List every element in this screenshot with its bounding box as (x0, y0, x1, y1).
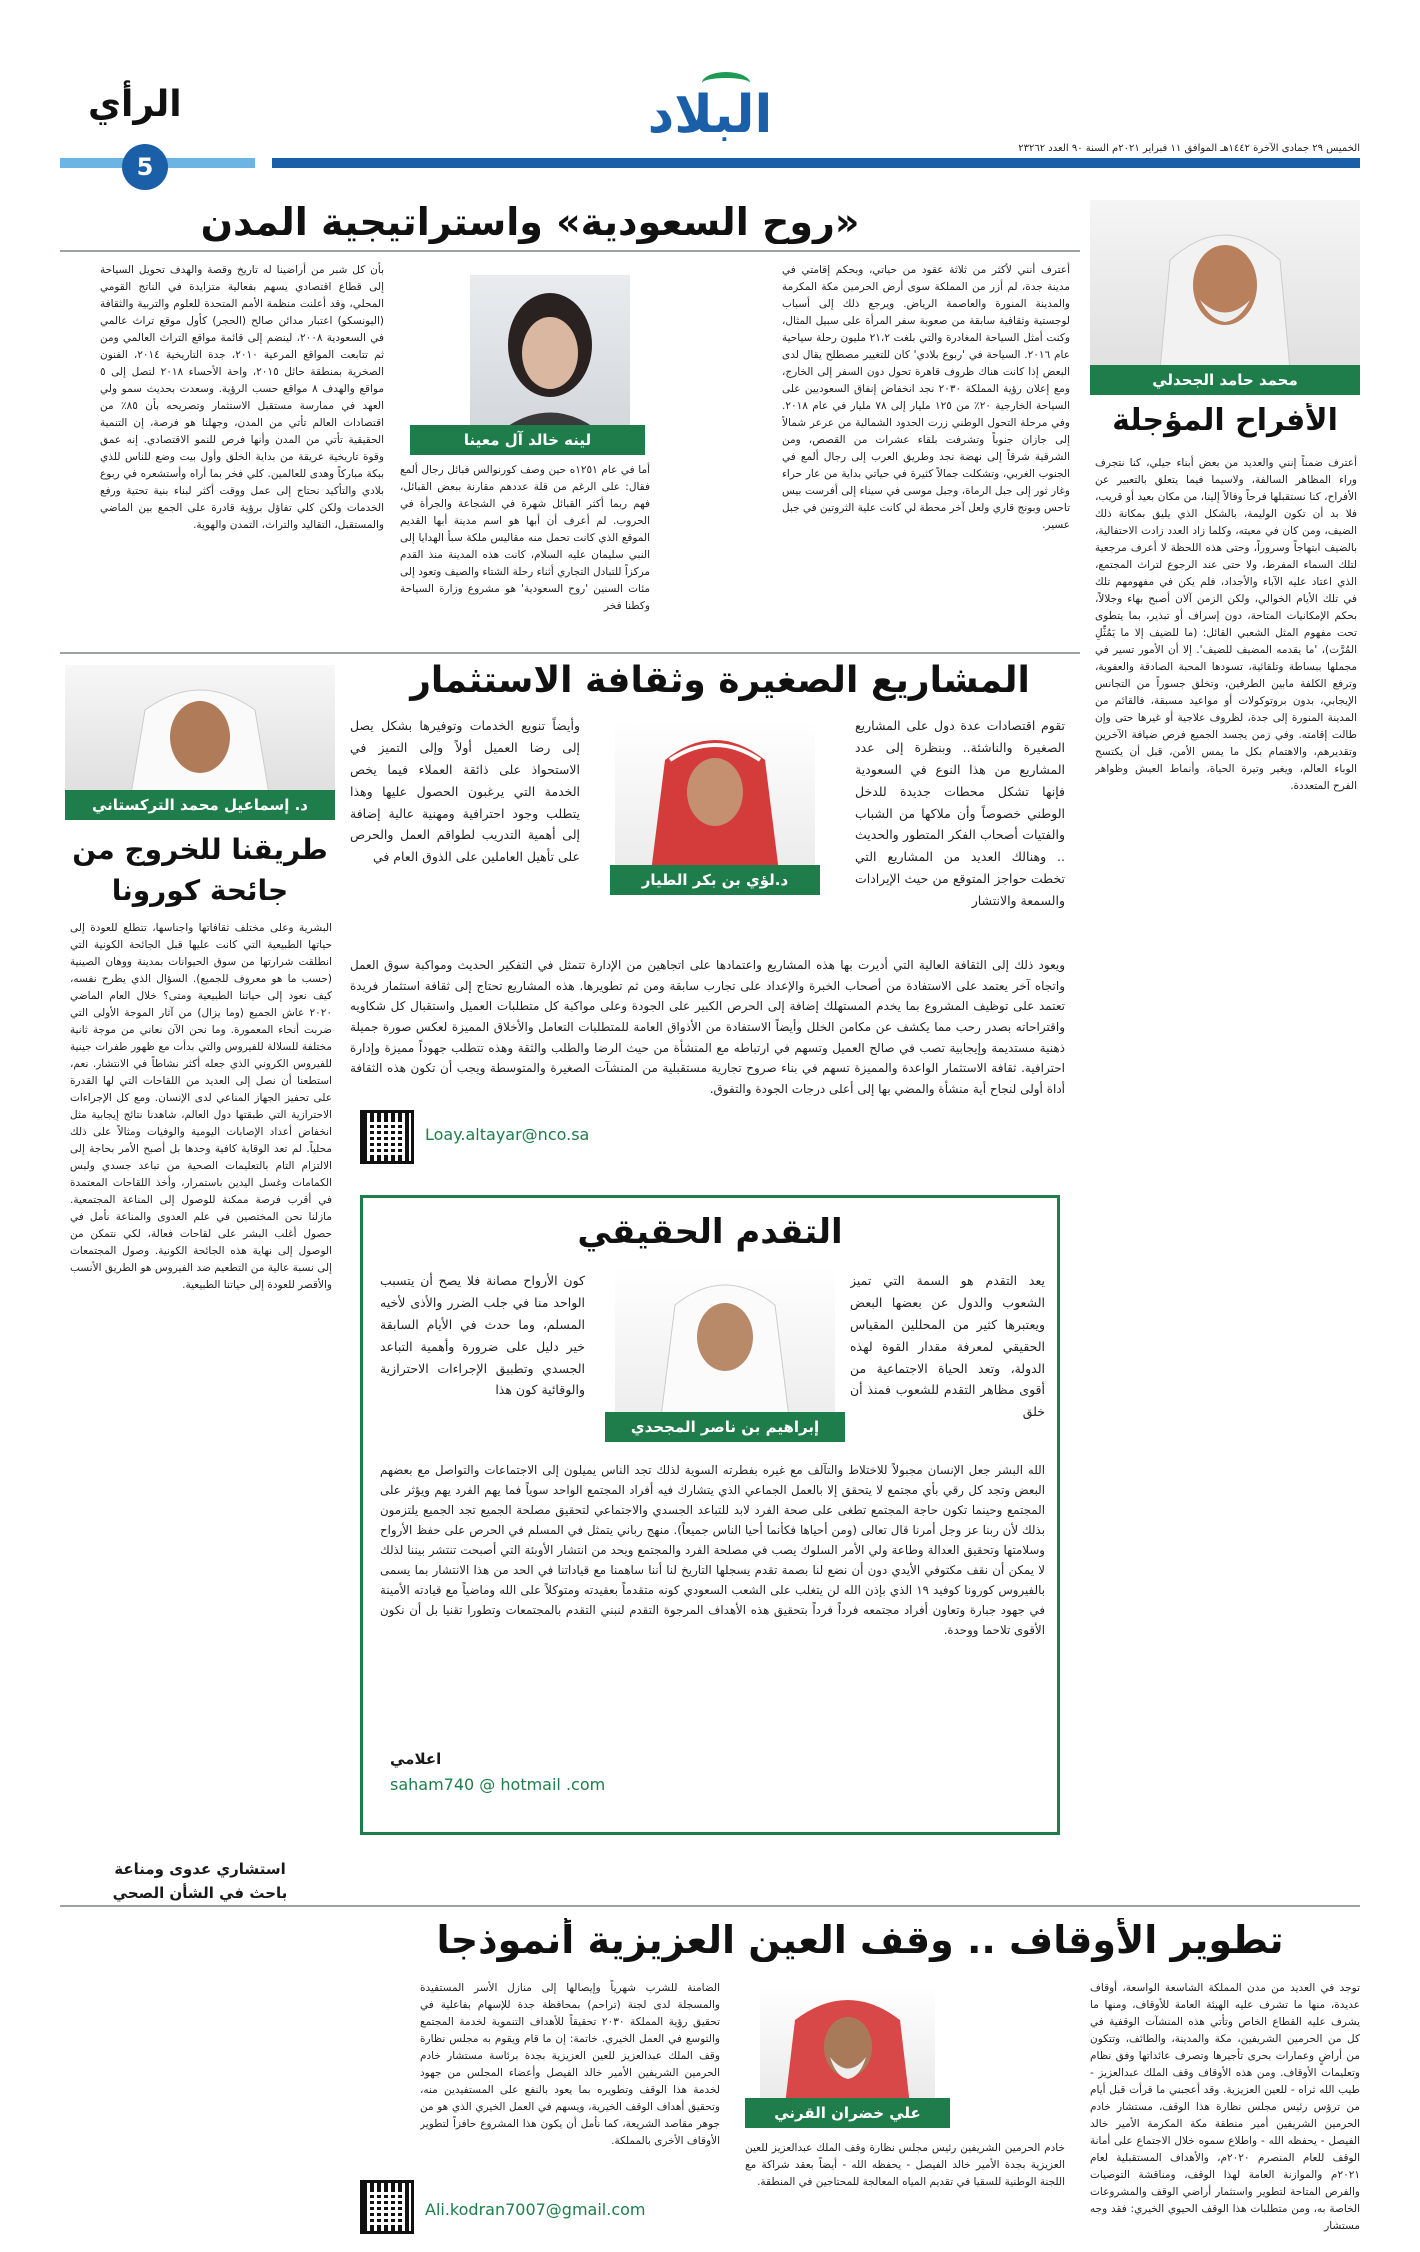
article3-qr-code (360, 1110, 414, 1164)
article5-sign: اعلامي (390, 1750, 442, 1768)
article1-author-caption: لينه خالد آل معينا (410, 425, 645, 455)
article6-col3: خادم الحرمين الشريفين رئيس مجلس نظارة وقف الملك عبدالعزيز للعين العزيزية بجدة الأمير خالد الفيصل - يحفظه الله - أيضاً بعقد شراكة مع اللجنة الوطنية للسقيا في تقديم المياه المعالجة للمحتاجين في المنطقة. (745, 2142, 1065, 2188)
article1-col3: بأن كل شبر من أراضينا له تاريخ وقصة والهدف تحويل السياحة إلى قطاع اقتصادي يسهم بفعالية متزايدة في الناتج القومي المحلي، وقد أعلنت منظمة الأمم المتحدة للعلوم والتربية والثقافة (اليونسكو) اعتبار مدائن صالح (الحجر) كأول موقع تراث عالمي في السعودية ٢٠٠٨، لينضم إلى قائمة مواقع التراث العالمي ومن ثم تتابعت المواقع المرعية ٢٠١٠، جدة التاريخية ٢٠١٤، الفنون الصخرية بمنطقة حائل ٢٠١٥، واحة الأحساء ٢٠١٨ لتصل إلى ٥ مواقع والهدف ٨ مواقع حسب الرؤية. وسعدت بحديث سمو ولي العهد في ممارسة مستقبل الاستثمار وتصريحه بأن ٨٥٪ من اقتصادات العالم تأتي من المدن، وجهلنا هو فرصة، إن التنمية الحقيقية تأتي من المدن وأنها فرص للنمو الاقتصادي. إنه عمق وقوة تاريخية عريقة من بداية الخلق وأول بيت وضع للناس للذي ببكة مباركاً وهدى للعالمين. كلي فخر بما أراه وأستشعره في ربوع بلادي والتأكيد نحتاج إلى عمل ووقت أكثر لبناء بنية تحتية ورفع الخدمات ولكن كلي تفاؤل برؤية قادرة على الجمع بين الماضي والمستقبل، التقاليد والتراث، التمدن والهوية. (100, 264, 384, 531)
article4-body: البشرية وعلى مختلف ثقافاتها واجناسها، تتطلع للعودة إلى حياتها الطبيعية التي كانت عليها قبل الجائحة الكونية التي انطلقت شرارتها من سوق الحيوانات بمدينة ووهان الصينية (حسب ما هو معروف للجميع). السؤال الذي يطرح نفسه، كيف نعود إلى حياتنا الطبيعية ومتى؟ خلال العام الماضي ٢٠٢٠ عاش الجميع (وما يزال) من آثار الموجة الأولى التي ضربت أنحاء المعمورة. وما نحن الآن نعاني من موجة ثانية مختلفة للسلالة للفيروس والتي بدأت مع ظهور طفرات جينية للفيروس الكروني الذي جعله أكثر نشاطاً في الانتشار. نعم، استطعنا أن نصل إلى العديد من اللقاحات التي لها القدرة على تحفيز الجهاز المناعي لدى الإنسان. ومع كل الإجراءات الاحترازية التي طبقتها دول العالم، شاهدنا نتائج إيجابية مثل انخفاض أعداد الإصابات اليومية والوفيات ومثالاً على ذلك محلياً. لم تعد الوقاية كافية وحدها بل أصبح الأمر بحاجة إلى الالتزام التام بالتعليمات الصحية من تباعد جسدي ولبس الكمامات وغسل اليدين باستمرار، وأخذ اللقاحات المعتمدة في أقرب فرصة ممكنة للوصول إلى المناعة المجتمعية. مازلنا نحن المختصين في علم العدوى والمناعة نأمل في حصول أغلب البشر على لقاحات فعالة، لكي نتمكن من الوصول إلى نهاية هذه الجائحة الكونية. وصول المجتمعات إلى نسبة عالية من التطعيم ضد الفيروس هو الطريق الأنسب والأقصر للعودة إلى حياتنا الطبيعية. (70, 922, 332, 1291)
article6-col2: الضامنة للشرب شهرياً وإيصالها إلى منازل الأسر المستفيدة والمسجلة لدى لجنة (تراحم) بمحافظة جدة للإسهام بفاعلية في تحقيق رؤية المملكة ٢٠٣٠ تحقيقاً للأهداف التنموية لخدمة المجتمع والتوسع في العمل الخيري. خاتمة: إن ما قام ويقوم به مجلس نظارة وقف الملك عبدالعزيز للعين العزيزية بجدة برئاسة مستشار خادم الحرمين الشريفين الأمير خالد الفيصل وأعضاء المجلس من جهود لخدمة هذا الوقف وتطويره بما يعود بالنفع على المستفيدين منه، وتحقيق أهداف الوقف الخيرية، ويسهم في العمل الخيري الذي هو من جوهر مقاصد الشريعة، كما نأمل أن يكون هذا المشروع حافزاً لتطوير الأوقاف الأخرى بالمملكة. (420, 1982, 720, 2147)
article4-author-caption: د. إسماعيل محمد التركستاني (65, 790, 335, 820)
author-portrait-icon (615, 1265, 835, 1425)
article4-signature-title: استشاري عدوى ومناعة (114, 1860, 286, 1878)
section-divider (60, 1905, 1360, 1907)
article1-headline: «روح السعودية» واستراتيجية المدن (200, 200, 860, 244)
dateline: الخميس ٢٩ جمادى الآخرة ١٤٤٢هـ الموافق ١١ فبراير ٢٠٢١م السنة ٩٠ العدد ٢٣٢٦٢ (1018, 143, 1360, 154)
headline-rule (60, 250, 1080, 252)
article5-col2: كون الأرواح مصانة فلا يصح أن يتسبب الواحد منا في جلب الضرر والأذى لأخيه المسلم، وما حدث في الأيام السابقة خير دليل على ضرورة وأهمية التباعد الجسدي وتطبيق الإجراءات الاحترازية والوقائية كون هذا (380, 1273, 585, 1398)
author-portrait-icon (615, 720, 815, 880)
article3-col1: تقوم اقتصادات عدة دول على المشاريع الصغيرة والناشئة.. وبنظرة إلى عدد المشاريع من هذا النوع في السعودية فإنها تشكل محطات جديدة للدخل الوطني خصوصاً وأن ملاكها من الشباب والفتيات أصحاب الفكر المتطور والحديث .. وهنالك العديد من المشاريع التي تخطت حواجز المتوقع من حيث الإيرادات والسمعة والانتشار (855, 718, 1065, 908)
article3-headline: المشاريع الصغيرة وثقافة الاستثمار (410, 660, 1030, 701)
article3-email[interactable]: Loay.altayar@nco.sa (425, 1125, 590, 1144)
article5-headline: التقدم الحقيقي (577, 1212, 843, 1252)
author-portrait-icon (1090, 200, 1360, 370)
section-divider (60, 652, 1080, 654)
article5-email[interactable]: saham740 @ hotmail .com (390, 1775, 606, 1794)
masthead (0, 0, 1420, 181)
author-portrait-icon (65, 665, 335, 800)
author-portrait-icon (470, 275, 630, 440)
section-title: الرأي (88, 84, 182, 125)
article1-col2: أما في عام ١٢٥١ه حين وصف كورنوالس فبائل رجال ألمع فقال: على الرغم من قلة عددهم مقارنة ببعض القبائل، فهم ربما أكثر القبائل شهرة في الشجاعة والجرأة في الحروب. لم أعرف أن أبها هو اسم مدينة أبها القديم الموقع الذي كانت تحمل منه مقاليس ملكة سبأ الهدايا إلى النبي سليمان عليه السلام، كانت هذه المدينة منذ القدم مركزاً للتبادل التجاري أثناء رحلة الشتاء والصيف وتعود إلى مئات السنين 'روح السعودية' هو مشروع وزارة السياحة وكطنا فخر (400, 464, 650, 612)
article3-lower: ويعود ذلك إلى الثقافة العالية التي أديرت بها هذه المشاريع واعتمادها على اتجاهين من الإدارة تتمثل في التفكير الحديث ومواكبة سوق العمل واتجاه آخر يعتمد على الاستفادة من أصحاب الخبرة والإعداد على تجارب سابقة ومن ثم تطويرها. هذه المشاريع تحتاج إلى ثقافة استثمار فريدة تعتمد على توظيف المشروع بما يخدم المستهلك إضافة إلى الحرص الكبير على الجودة وعلى مواكبة كل متطلبات العميل واستقبال كل شكاويه واقتراحاته بصدر رحب مما يكشف عن مكامن الخلل وأيضاً الاستفادة من الأذواق العامة للمتطلبات التعامل والأخلاق المميزة لعكس صورة جميلة ذهنية مستديمة وإيجابية تصب في صالح العميل وتسهم في ارتباطه مع المنشأة من حيث الرضا والطلب والثقة وهذه تتطلب جهوداً مميزة وإدارة احترافية. ثقافة الاستثمار الواعدة والمميزة تسهم في بناء صروح تجارية مستقبلية من المنشآت الصغيرة والمتوسطة ويجب أن تكون هذه الثقافة أداة أولى لنجاح أية منشأة والمضي بها إلى أعلى درجات الجودة والتفوق. (350, 958, 1065, 1096)
article6-col1: توجد في العديد من مدن المملكة الشاسعة الواسعة، أوقاف عديدة، منها ما تشرف عليه الهيئة العامة للأوقاف، ومنها ما يشرف عليه القطاع الخاص وتأتي هذه المنشآت الوقفية في كل من الحرمين الشريفين، مكة والمدينة، والطائف، وتتكون من أراضٍ وعمارات بحرى تأجيرها وتصرف عائداتها وفق نظام وتعليمات الأوقاف. ومن هذه الأوقاف وقف الملك عبدالعزيز - طيب الله ثراه - للعين العزيزية. وقد أعجبني ما قرأت قبل أيام من ترؤس رئيس مجلس نظارة هذا الوقف، مستشار خادم الحرمين الشريفين أمير منطقة مكة المكرمة الأمير خالد الفيصل - يحفظه الله - واطلاع سموه خلال الاجتماع على أمانة الوقف للعام المنصرم ٢٠٢٠م، والأهداف المستقبلية لعام ٢٠٢١م والموازنة العامة لهذا الوقف، ومناقشة التوصيات والفرص المتاحة لتطوير واستثمار أراضي الوقف والمشروعات الخاصة به، ومن متطلبات هذا الوقف الحيوي الخيري: فقد وجه مستشار (1090, 1982, 1360, 2232)
article5-lower: الله البشر جعل الإنسان مجبولاً للاختلاط والتآلف مع غيره بفطرته السوية لذلك تجد الناس يميلون إلى الاجتماعات والتواصل مع بعضهم البعض وتجد كل رقي بأي مجتمع لا يتحقق إلا بالعمل الجماعي الذي يتشارك فيه أفراد المجتمع الواحد سوياً فما يهم الفرد يهم ويؤثر على المجتمع وحينما تكون حاجة المجتمع تطغى على صحة الفرد لابد للتباعد الجسدي والاجتماعي لتحقيق مصلحة الجميع تجد الجميع يلتزمون بذلك لأن ربنا عز وجل أمرنا قال تعالى (ومن أحياها فكأنما أحيا الناس جميعاً). منهج رباني يتمثل في المسلم في الحرص على حفظ الأرواح وسلامتها وتحقيق العدالة وطاعة ولي الأمر السلوك يصب في مصلحة الفرد والمجتمع ويحد من انتشار الأوبئة التي أصبحت تنتشر بيننا لذلك لا يمكن أن نقف مكتوفي الأيدي دون أن نضع لنا بصمة تقدم يسجلها التاريخ لنا أننا ساهمنا مع قياداتنا في الحد من هذا الانتشار بما يسمى بالفيروس كورونا كوفيد ١٩ الذي بإذن الله لن يتغلب على الشعب السعودي كونه متقدماً بعقيدته ومتوكلاً على الله وماضياً مع قيادته الأمينة في جهود جبارة وتعاون أفراد مجتمعه فرداً فرداً بتحقيق هذه الأهداف المرجوة التقدم لنبني التقدم بالمجتمعات وتطورا تقنيا بل أن نكون الأقوى تلاحما ووحدة. (380, 1463, 1045, 1638)
article3-author-caption: د.لؤي بن بكر الطيار (610, 865, 820, 895)
article1-author-photo (470, 275, 630, 440)
article4-signature-role: باحث في الشأن الصحي (112, 1884, 288, 1902)
article4-headline: طريقنا للخروج من جائحة كورونا (72, 833, 328, 907)
article2-author-caption: محمد حامد الجحدلي (1090, 365, 1360, 395)
article6-author-photo (760, 1985, 935, 2105)
dateline-rule (272, 158, 1360, 168)
article6-qr-code (360, 2180, 414, 2234)
article6-email[interactable]: Ali.kodran7007@gmail.com (425, 2200, 646, 2219)
page-number-badge: 5 (122, 144, 168, 190)
author-portrait-icon (760, 1985, 935, 2105)
logo-green-arc-icon (702, 72, 750, 94)
article6-headline: تطوير الأوقاف .. وقف العين العزيزية أنموذجا (436, 1918, 1284, 1962)
article5-author-photo (615, 1265, 835, 1425)
article4-author-photo (65, 665, 335, 800)
article2-headline: الأفراح المؤجلة (1112, 403, 1338, 438)
article3-col2: وأيضاً تنويع الخدمات وتوفيرها بشكل يصل إلى رضا العميل أولاً وإلى التميز في الاستحواذ على ذائقة العملاء فيما يخص الخدمة التي يرغبون الحصول عليها وهذا يتطلب وجود احترافية ومهنية عالية إضافة إلى أهمية التدريب لطواقم العمل والحرص على تأهيل العاملين على الذوق العام في (350, 718, 580, 865)
article2-body: أعترف ضمناً إنني والعديد من بعض أبناء جيلي، كنا نتجرف وراء المظاهر السالفة، ولاسيما فيما يتعلق بالتعبير عن الأفراح، كنا نستقبلها فرحاً وفالاً إلينا، من مكان بعيد أو قريب، فلا بد أن تكون الوليمة، بالشكل الذي يليق بمكانة ذلك الضيف، ومن كان في معيته، وكلما زاد العدد زادت الاحتفالية، بالضيف ابتهاجاً وسروراً، وحتى هذه اللحظة لا أعرف مرجعية لتلك السماء المفرط، ولا حتى عند الرجوع لتراث المجتمع، الذي اعتاد عليه الآباء والأجداد، فلم يكن في مفهومهم تلك في تلك الأيام الخوالي، ولكن الزمن آلان أصبح بهاء وجلالاً، بحكم الإمكانيات المتاحة، دون إسراف أو تبذير، بما يتطوى تحت مفهوم المثل الشعبي القائل: (ما للضيف إلا ما يَمُثِّلِ المُرَّت)، 'ما يقدمه المضيف للضيف'. إلا أن الأمور تسير في مجملها ببساطة وتلقائية، تسودها المحبة الصادقة والعفوية، وترفع الكلفة مابين الطرفين، وتخلق جسوراً من التجانس الإيجابي، بدون بروتوكولات أو مواعيد مسبقة، فالقائم من المدينة المنورة إلى جدة، لظروف علاجية أو غيرها حتى وإن طالت إقامته. وفي زمن يجسد الجميع فرص ضيافة الآخرين وتقديرهم، والاهتمام بكل ما يمس الأمن، قبل أن يكتسح الوباء العالم، ويغير وتيرة الحياة، وأنماط العيش وظواهر الفرح المتعددة. (1095, 457, 1357, 792)
article5-col1: يعد التقدم هو السمة التي تميز الشعوب والدول عن بعضها البعض ويعتبرها كثير من المحللين المقياس الحقيقي لمعرفة مقدار القوة لهذه الدولة، وتعد الحياة الاجتماعية من أقوى مظاهر التقدم للشعوب فمنذ أن خلق (850, 1273, 1045, 1420)
article1-col1: أعترف أنني لأكثر من ثلاثة عقود من حياتي، وبحكم إقامتي في مدينة جدة، لم أزر من المملكة سوى أرض الحرمين مكة المكرمة والمدينة المنورة والعاصمة الرياض. ويرجع ذلك إلى أسباب لوجستية وثقافية سابقة من صعوبة سفر المرأة على سبيل المثال، وكنت أمثل السياحة المغادرة والتي بلغت ٢١،٢ مليون رحلة سياحية عام ٢٠١٦. السياحة في 'ربوع بلادي' كان للتغيير مصطلح يقال لدى البعض إذا كانت هناك ظروف قاهرة تحول دون السفر إلى الخارج، ومع إعلان رؤية المملكة ٢٠٣٠ نجد انخفاض إنفاق السعوديين على السياحة الخارجية ٢٠٪ من ١٢٥ مليار إلى ٧٨ مليار في عام ٢٠١٨. وفي مرحلة التحول الوطني زرت الحدود الشمالية من عرعر شمالاً إلى جازان جنوباً وتشرفت بلقاء عشرات من القصص، ومن الشرقية شرقاً إلى نهضة نجد وطريق العرب إلى رجال ألمع في الجنوب الغربي، وتشكلت جمالاً كثيرة في حياتي بداية من عار حراء وغار ثور إلى جبل الرماة، وجبل موسى في سيناء إلى أفرست بيس تاحس وبونج قاري ولعل آخر محطة لي كانت علية الثروتين في جبل عسير. (782, 264, 1070, 531)
article5-author-caption: إبراهيم بن ناصر المجحدي (605, 1412, 845, 1442)
article6-author-caption: علي خضران القرني (745, 2098, 950, 2128)
article2-author-photo (1090, 200, 1360, 370)
newspaper-logo: البلاد (610, 80, 810, 150)
article3-author-photo (615, 720, 815, 880)
